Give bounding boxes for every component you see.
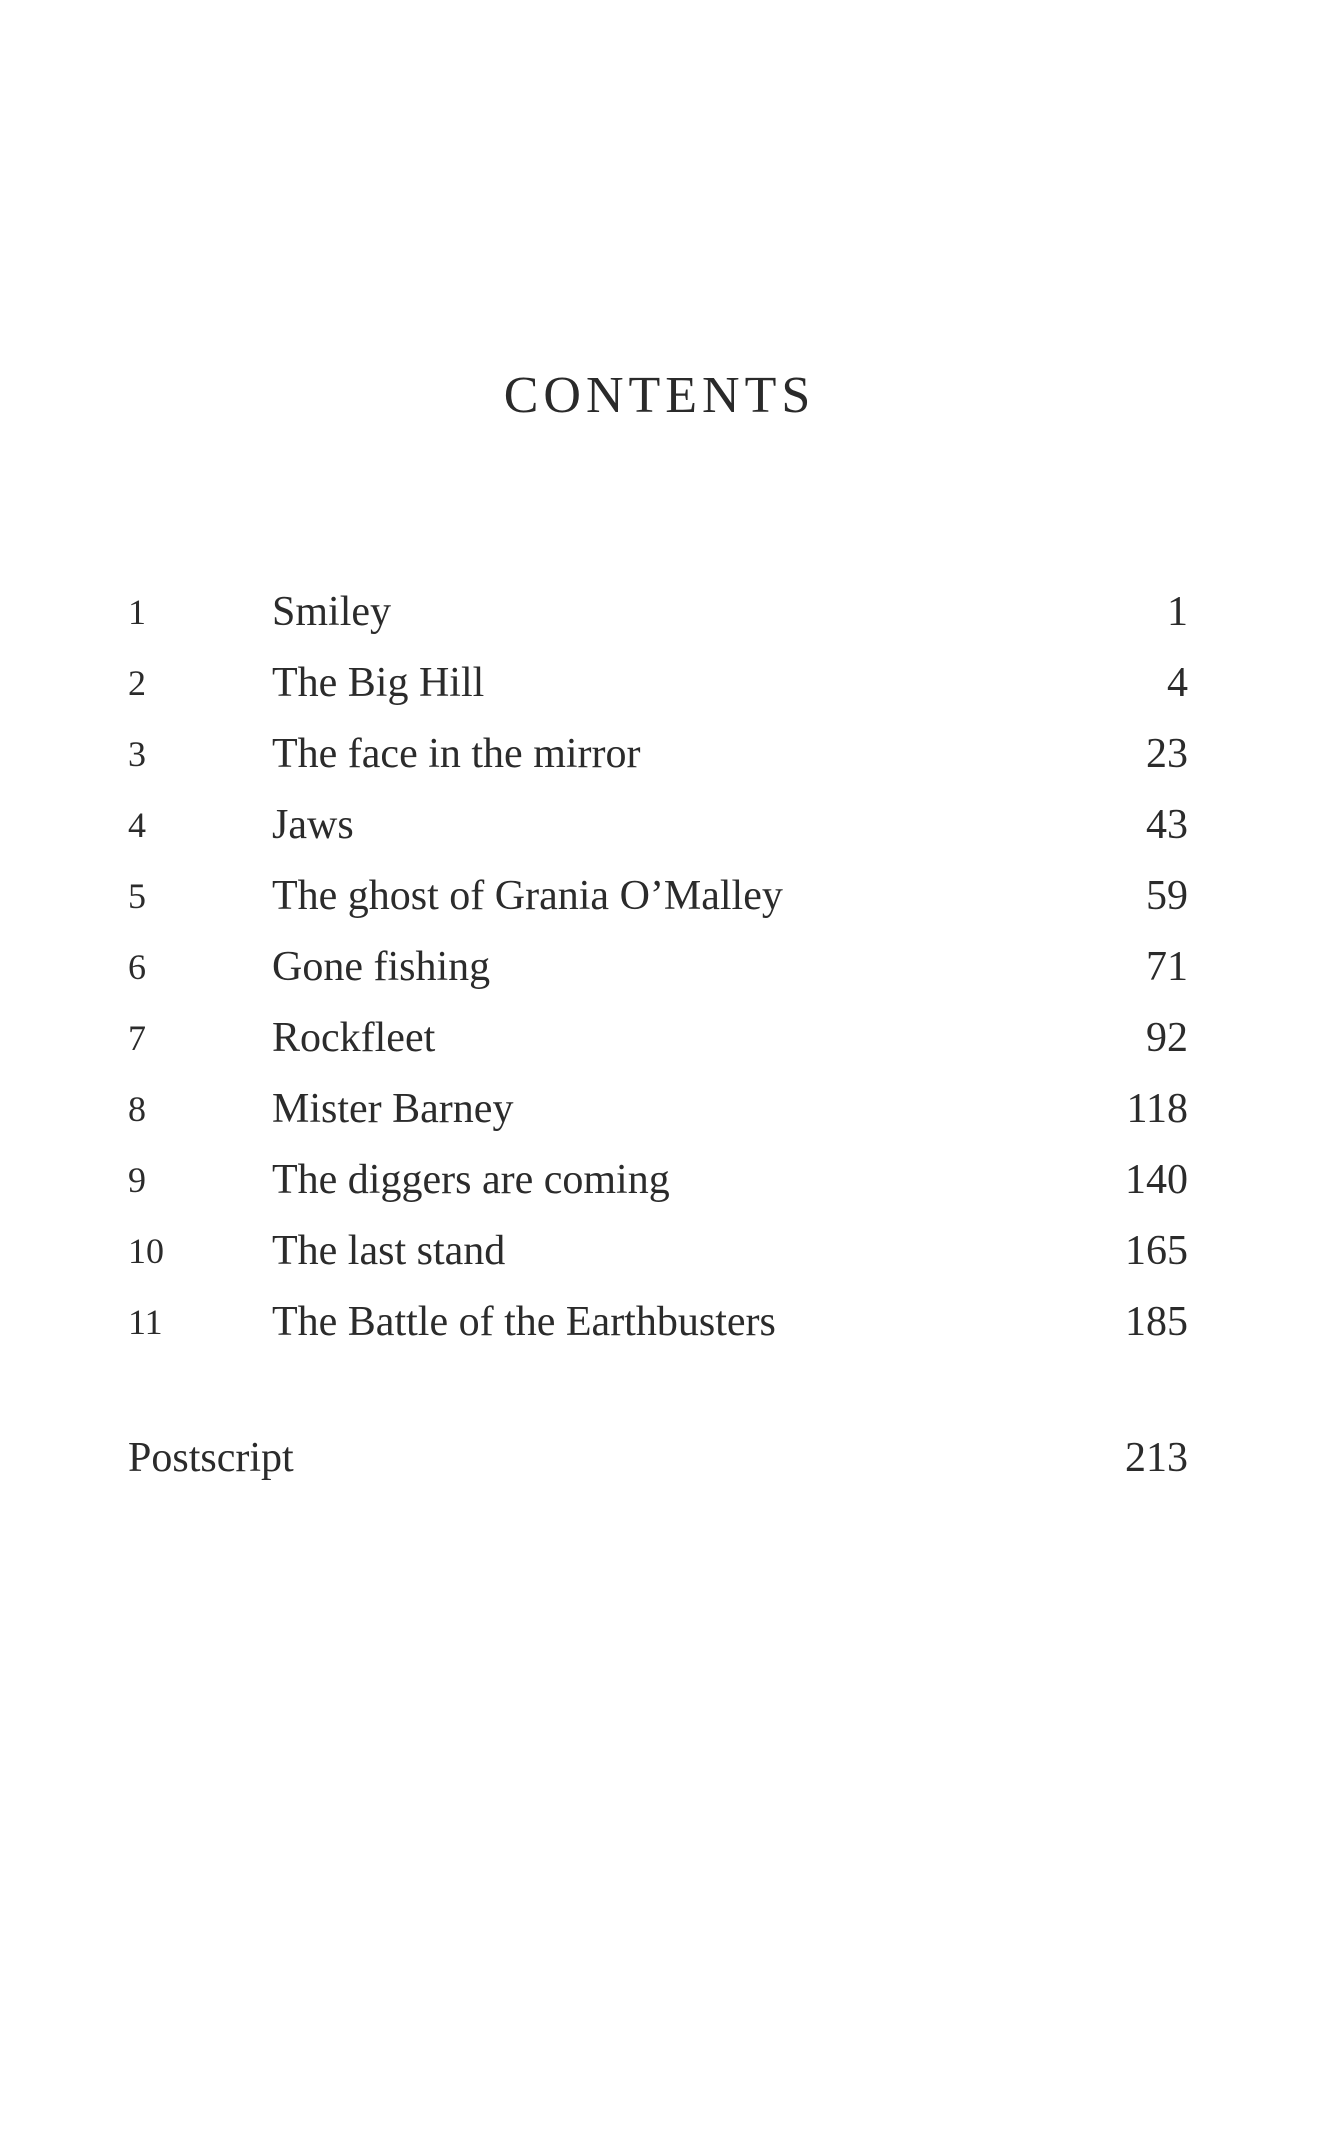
chapter-title: The diggers are coming	[272, 1157, 670, 1203]
chapter-page: 140	[1125, 1157, 1188, 1203]
chapter-page: 43	[1146, 802, 1188, 848]
postscript-page: 213	[1125, 1435, 1188, 1481]
toc-entry	[128, 795, 1188, 855]
chapter-title: The face in the mirror	[272, 731, 641, 777]
chapter-number: 1	[128, 592, 146, 632]
toc-entry	[128, 1008, 1188, 1068]
chapter-number: 7	[128, 1018, 146, 1058]
chapter-page: 71	[1146, 944, 1188, 990]
chapter-number: 5	[128, 876, 146, 916]
chapter-title: The Big Hill	[272, 660, 485, 706]
page-title: CONTENTS	[503, 367, 816, 424]
chapter-title: The Battle of the Earthbusters	[272, 1299, 776, 1345]
chapter-number: 4	[128, 805, 146, 845]
chapter-number: 9	[128, 1160, 146, 1200]
chapter-page: 92	[1146, 1015, 1188, 1061]
chapter-number: 8	[128, 1089, 146, 1129]
toc-entry	[128, 1150, 1188, 1210]
chapter-number: 2	[128, 663, 146, 703]
toc-entry	[128, 937, 1188, 997]
toc-entry	[128, 1292, 1188, 1352]
chapter-page: 4	[1167, 660, 1188, 706]
chapter-page: 118	[1126, 1086, 1188, 1132]
chapter-page: 1	[1167, 589, 1188, 635]
toc-entry	[128, 1221, 1188, 1281]
chapter-page: 23	[1146, 731, 1188, 777]
toc-entry	[128, 582, 1188, 642]
chapter-number: 10	[128, 1231, 164, 1271]
chapter-title: Mister Barney	[272, 1086, 514, 1132]
chapter-page: 59	[1146, 873, 1188, 919]
chapter-title: Jaws	[272, 802, 354, 848]
postscript-label: Postscript	[128, 1435, 294, 1481]
toc-entry	[128, 1079, 1188, 1139]
chapter-title: The last stand	[272, 1228, 506, 1274]
chapter-number: 11	[128, 1302, 163, 1342]
chapter-number: 3	[128, 734, 146, 774]
chapter-page: 165	[1125, 1228, 1188, 1274]
chapter-number: 6	[128, 947, 146, 987]
postscript-entry	[128, 1428, 1188, 1488]
toc-entry	[128, 866, 1188, 926]
chapter-page: 185	[1125, 1299, 1188, 1345]
chapter-title: Gone fishing	[272, 944, 491, 990]
chapter-title: Rockfleet	[272, 1015, 436, 1061]
toc-entry	[128, 724, 1188, 784]
chapter-title: Smiley	[272, 589, 392, 635]
chapter-title: The ghost of Grania O’Malley	[272, 873, 783, 919]
toc-entry	[128, 653, 1188, 713]
